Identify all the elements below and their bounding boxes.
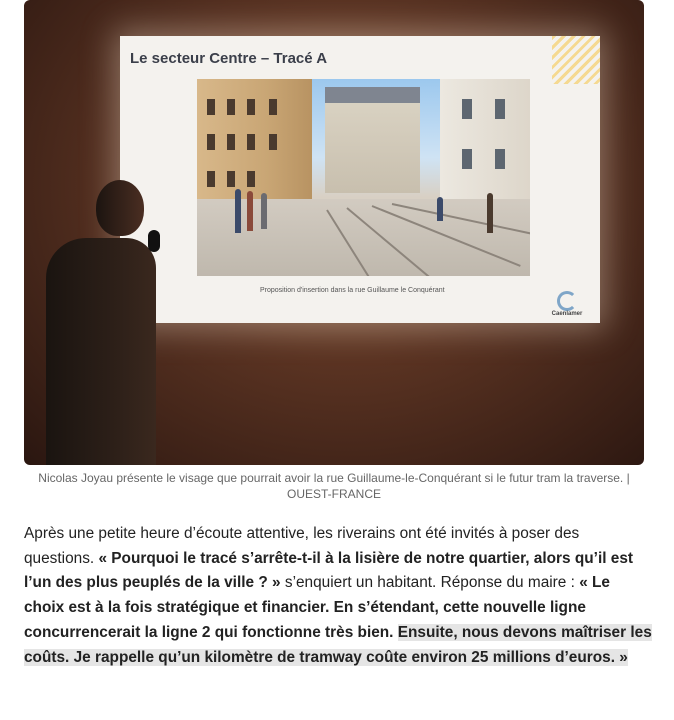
slide-logo: Caenlamer: [546, 291, 588, 317]
article-paragraph: [24, 522, 652, 670]
microphone-icon: [148, 230, 160, 252]
slide-decoration: [552, 36, 600, 84]
paragraph-intro: Après une petite heure d’écoute attentive, les riverains ont été invités à poser des questions.: [24, 525, 580, 567]
speaker-silhouette: [46, 180, 156, 465]
slide-title: Le secteur Centre – Tracé A: [130, 50, 328, 67]
paragraph-transition: s’enquiert un habitant. Réponse du maire :: [280, 574, 580, 592]
projected-slide: [120, 36, 600, 323]
article-photo: [24, 0, 644, 465]
slide-caption: Proposition d'insertion dans la rue Guillaume le Conquérant: [260, 287, 445, 294]
building-middle: [325, 101, 420, 193]
photo-caption: Nicolas Joyau présente le visage que pourrait avoir la rue Guillaume-le-Conquérant si le futur tram la traverse. | OUEST-FRANCE: [38, 471, 630, 501]
logo-icon: [557, 291, 577, 311]
quote-mayor: « Le choix est à la fois stratégique et financier. En s’étendant, cette nouvelle ligne concurrencerait la ligne 2 qui fonctionne très bien.: [24, 574, 610, 641]
street-rendering: [197, 79, 530, 276]
quote-resident: « Pourquoi le tracé s’arrête-t-il à la lisière de notre quartier, alors qu’il est l’un des plus peuplés de la ville ? »: [24, 549, 634, 592]
quote-mayor-highlighted[interactable]: Ensuite, nous devons maîtriser les coûts. Je rappelle qu’un kilomètre de tramway coûte environ 25 millions d’euros. »: [24, 623, 652, 666]
